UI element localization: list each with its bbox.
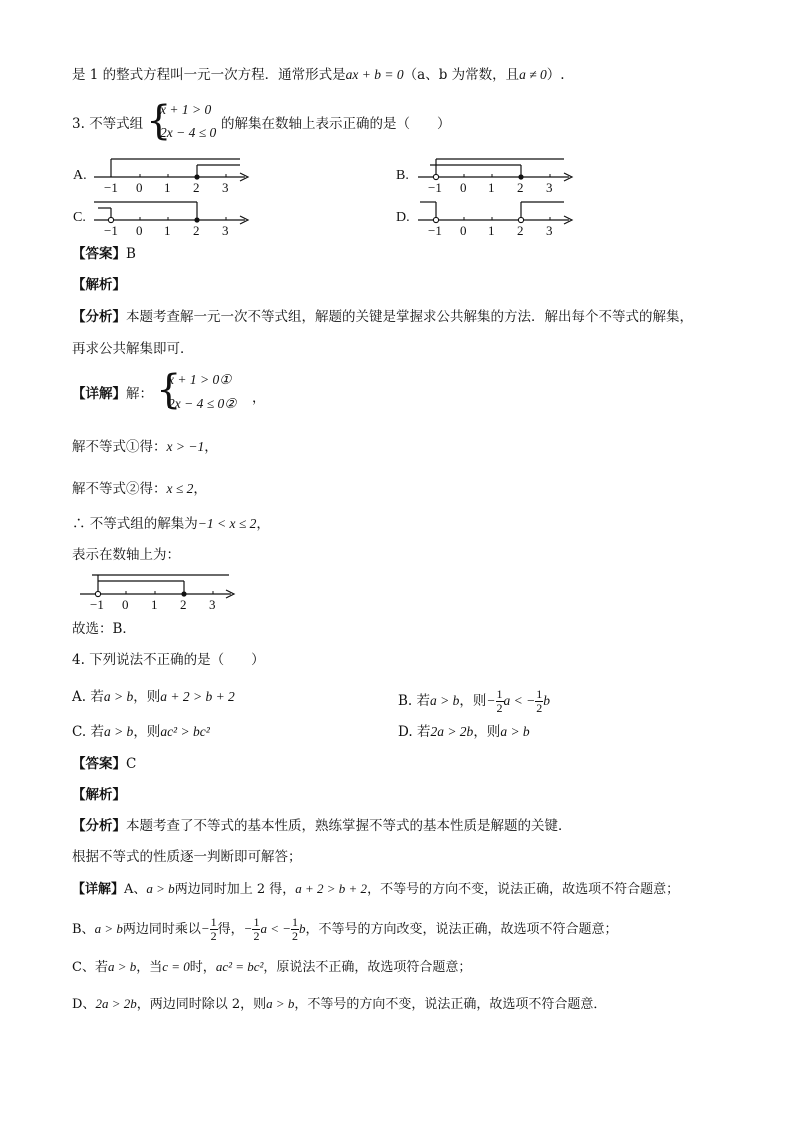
detail-label: 【详解】 [72, 882, 125, 897]
tick-label: 2 [180, 597, 187, 612]
intro-line [72, 66, 565, 84]
detail-c-mid2: 时， [189, 960, 216, 975]
detail-comma: ， [252, 390, 266, 406]
q4-detail-c [72, 958, 471, 977]
q4-fenxi [72, 817, 572, 835]
step3-text: ∴ 不等式组的解集为 [72, 516, 198, 532]
number-line-d [414, 195, 584, 237]
detail-d-pre: D、 [72, 997, 96, 1012]
q3-stem-number [72, 115, 143, 133]
q4-a-cond: a > b [103, 689, 134, 704]
tick-label: 1 [164, 180, 171, 194]
tick-label: 0 [460, 223, 467, 237]
q4-option-a [72, 688, 235, 706]
step1-end: ， [204, 439, 218, 455]
q4-stem [72, 651, 265, 669]
tick-label: −1 [104, 180, 118, 194]
intro-text-after: （a、b 为常数，且 [403, 67, 520, 83]
step2-end: ， [193, 481, 207, 497]
fenxi-text: 本题考查解一元一次不等式组，解题的关键是掌握求公共解集的方法．解出每个不等式的解集， [126, 309, 693, 325]
q4-a-then: ，则 [133, 689, 161, 705]
fenxi-label: 【分析】 [72, 309, 126, 325]
detail-ineq1: x + 1 > 0① [168, 372, 232, 387]
intro-condition: a ≠ 0 [519, 67, 547, 82]
detail-a-pre: A、 [124, 882, 147, 897]
detail-d-cond: a > b [266, 996, 295, 1011]
q4-b-if: 若 [416, 693, 431, 709]
option-b-label: B. [396, 168, 409, 183]
open-dot [433, 174, 438, 179]
step1-text: 解不等式①得： [72, 439, 167, 455]
detail-b-mid2: 得， [217, 922, 244, 937]
tick-label: 1 [151, 597, 158, 612]
tick-label: 3 [222, 180, 229, 194]
fraction-half: $\frac{1}{2}$ [536, 687, 543, 715]
detail-b-pre: B、 [72, 922, 95, 937]
detail-b-cond: a > b [94, 921, 123, 936]
number-line-c [90, 195, 260, 237]
detail-c-mid: ，当 [136, 960, 163, 975]
q4-answer [72, 755, 136, 773]
closed-dot [194, 174, 199, 179]
q4-d-if: 若 [416, 724, 431, 740]
tick-label: 0 [122, 597, 129, 612]
detail-prefix: 解： [126, 386, 153, 402]
open-dot [518, 217, 523, 222]
detail-a-end: ，不等号的方向不变，说法正确，故选项不符合题意； [367, 882, 680, 897]
fenxi-text: 本题考查了不等式的基本性质，熟练掌握不等式的基本性质是解题的关键． [126, 818, 572, 834]
q4-c-if: 若 [90, 724, 104, 740]
q4-option-d [398, 723, 530, 741]
step1 [72, 438, 218, 456]
q4-b-then: ，则 [459, 693, 487, 709]
tick-label: 1 [488, 180, 495, 194]
detail-c-pre: C、若 [72, 960, 108, 975]
q4-c-concl: ac² > bc² [160, 724, 210, 739]
q4-option-a-label: A. [72, 689, 87, 705]
intro-formula: ax + b = 0 [345, 67, 404, 82]
intro-text: 是 1 的整式方程叫一元一次方程．通常形式是 [72, 67, 346, 83]
answer-label: 【答案】 [72, 756, 126, 772]
open-dot [108, 217, 113, 222]
tick-label: 0 [460, 180, 467, 194]
q4-a-concl: a + 2 > b + 2 [160, 689, 235, 704]
fraction-half: $\frac{1}{2}$ [496, 687, 503, 715]
q4-fenxi-text2: 根据不等式的性质逐一判断即可解答； [72, 849, 302, 865]
q4-option-b-label: B. [398, 693, 413, 709]
detail-d-end: ，不等号的方向不变，说法正确，故选项不符合题意． [294, 997, 607, 1012]
tick-label: 2 [517, 180, 524, 194]
step3 [72, 515, 270, 533]
detail-brace: { [156, 367, 182, 413]
detail-d-mid: ，两边同时除以 2，则 [136, 997, 267, 1012]
detail-a-math: a + 2 > b + 2 [295, 881, 368, 896]
tick-label: 3 [222, 223, 229, 237]
q4-option-c [72, 723, 210, 741]
number-line-b [414, 152, 584, 194]
tick-label: −1 [428, 223, 442, 237]
tick-label: −1 [104, 223, 118, 237]
q3-choose: 故选：B． [72, 621, 136, 637]
q4-detail-a [72, 880, 679, 899]
detail-a-mid: 两边同时加上 2 得， [174, 882, 296, 897]
detail-c-end: ，原说法不正确，故选项符合题意； [263, 960, 472, 975]
step3-end: ， [256, 516, 270, 532]
q4-d-then: ，则 [473, 724, 501, 740]
detail-a-cond: a > b [146, 881, 175, 896]
tick-label: 1 [164, 223, 171, 237]
q4-option-b: B. 若a > b，则− $\frac{1}{2}$ a < − $\frac{1}{2}$ b [398, 687, 550, 715]
detail-c-math: ac² = bc² [215, 959, 264, 974]
q3-ineq1: x + 1 > 0 [160, 102, 212, 117]
tick-label: 2 [193, 180, 200, 194]
answer-label: 【答案】 [72, 246, 126, 262]
q4-detail-b: B、a > b两边同时乘以− $\frac{1}{2}$ 得，− $\frac{1}{2}$ a < − $\frac{1}{2}$ b，不等号的方向改变，说法正确，故选项不符合题意； [72, 915, 618, 943]
fraction-half: $\frac{1}{2}$ [210, 915, 217, 943]
q4-stem-text: 下列说法不正确的是（ ） [89, 652, 265, 668]
q3-answer [72, 245, 136, 263]
detail-b-end: ，不等号的方向改变，说法正确，故选项不符合题意； [305, 922, 618, 937]
detail-d-math: 2a > 2b [95, 996, 137, 1011]
number-line-a [90, 152, 260, 194]
q3-detail [72, 385, 153, 403]
tick-label: −1 [90, 597, 104, 612]
open-dot [95, 591, 100, 596]
analysis-label: 【解析】 [72, 277, 126, 293]
detail-b-mid: 两边同时乘以 [122, 922, 201, 937]
q3-stem-after: 的解集在数轴上表示正确的是（ ） [221, 116, 451, 132]
open-dot [433, 217, 438, 222]
tick-label: 0 [136, 223, 143, 237]
fraction-half: $\frac{1}{2}$ [253, 915, 260, 943]
tick-label: 1 [488, 223, 495, 237]
q4-d-concl: a > b [500, 724, 530, 739]
closed-dot [181, 591, 186, 596]
q4-b-cond: a > b [430, 693, 460, 708]
q3-stem-before: 不等式组 [89, 116, 144, 132]
tick-label: 3 [209, 597, 216, 612]
step2 [72, 480, 207, 498]
tick-label: 3 [546, 180, 553, 194]
fraction-half: $\frac{1}{2}$ [291, 915, 298, 943]
tick-label: 2 [193, 223, 200, 237]
step4: 表示在数轴上为： [72, 547, 180, 563]
option-c-label: C. [73, 210, 86, 225]
tick-label: 3 [546, 223, 553, 237]
closed-dot [194, 217, 199, 222]
closed-dot [518, 174, 523, 179]
q4-option-c-label: C. [72, 724, 87, 740]
q3-ineq2: 2x − 4 ≤ 0 [160, 125, 217, 140]
q4-a-if: 若 [90, 689, 104, 705]
step1-math: x > −1 [166, 439, 205, 454]
q3-brace: { [146, 98, 172, 144]
q4-number: 4. [72, 652, 85, 668]
step3-math: −1 < x ≤ 2 [197, 516, 257, 531]
q3-number: 3. [72, 116, 85, 132]
option-d-label: D. [396, 210, 410, 225]
detail-label: 【详解】 [72, 386, 126, 402]
q4-option-d-label: D. [398, 724, 413, 740]
q4-c-then: ，则 [133, 724, 161, 740]
fenxi-label: 【分析】 [72, 818, 126, 834]
step2-math: x ≤ 2 [166, 481, 194, 496]
q4-c-cond: a > b [103, 724, 134, 739]
step2-text: 解不等式②得： [72, 481, 167, 497]
tick-label: −1 [428, 180, 442, 194]
q3-fenxi-text2: 再求公共解集即可． [72, 341, 194, 357]
tick-label: 0 [136, 180, 143, 194]
detail-c-c: c = 0 [162, 959, 190, 974]
answer-value: C [126, 756, 137, 772]
detail-number-line [76, 567, 246, 613]
option-a-label: A. [73, 168, 87, 183]
q3-fenxi [72, 308, 693, 326]
q4-detail-d [72, 995, 606, 1014]
answer-value: B [126, 246, 136, 262]
detail-ineq2: 2x − 4 ≤ 0② [168, 396, 237, 411]
detail-c-cond: a > b [107, 959, 137, 974]
tick-label: 2 [517, 223, 524, 237]
intro-text-end: ）. [546, 67, 565, 83]
q4-analysis-label: 【解析】 [72, 787, 126, 803]
q4-d-cond: 2a > 2b [430, 724, 474, 739]
